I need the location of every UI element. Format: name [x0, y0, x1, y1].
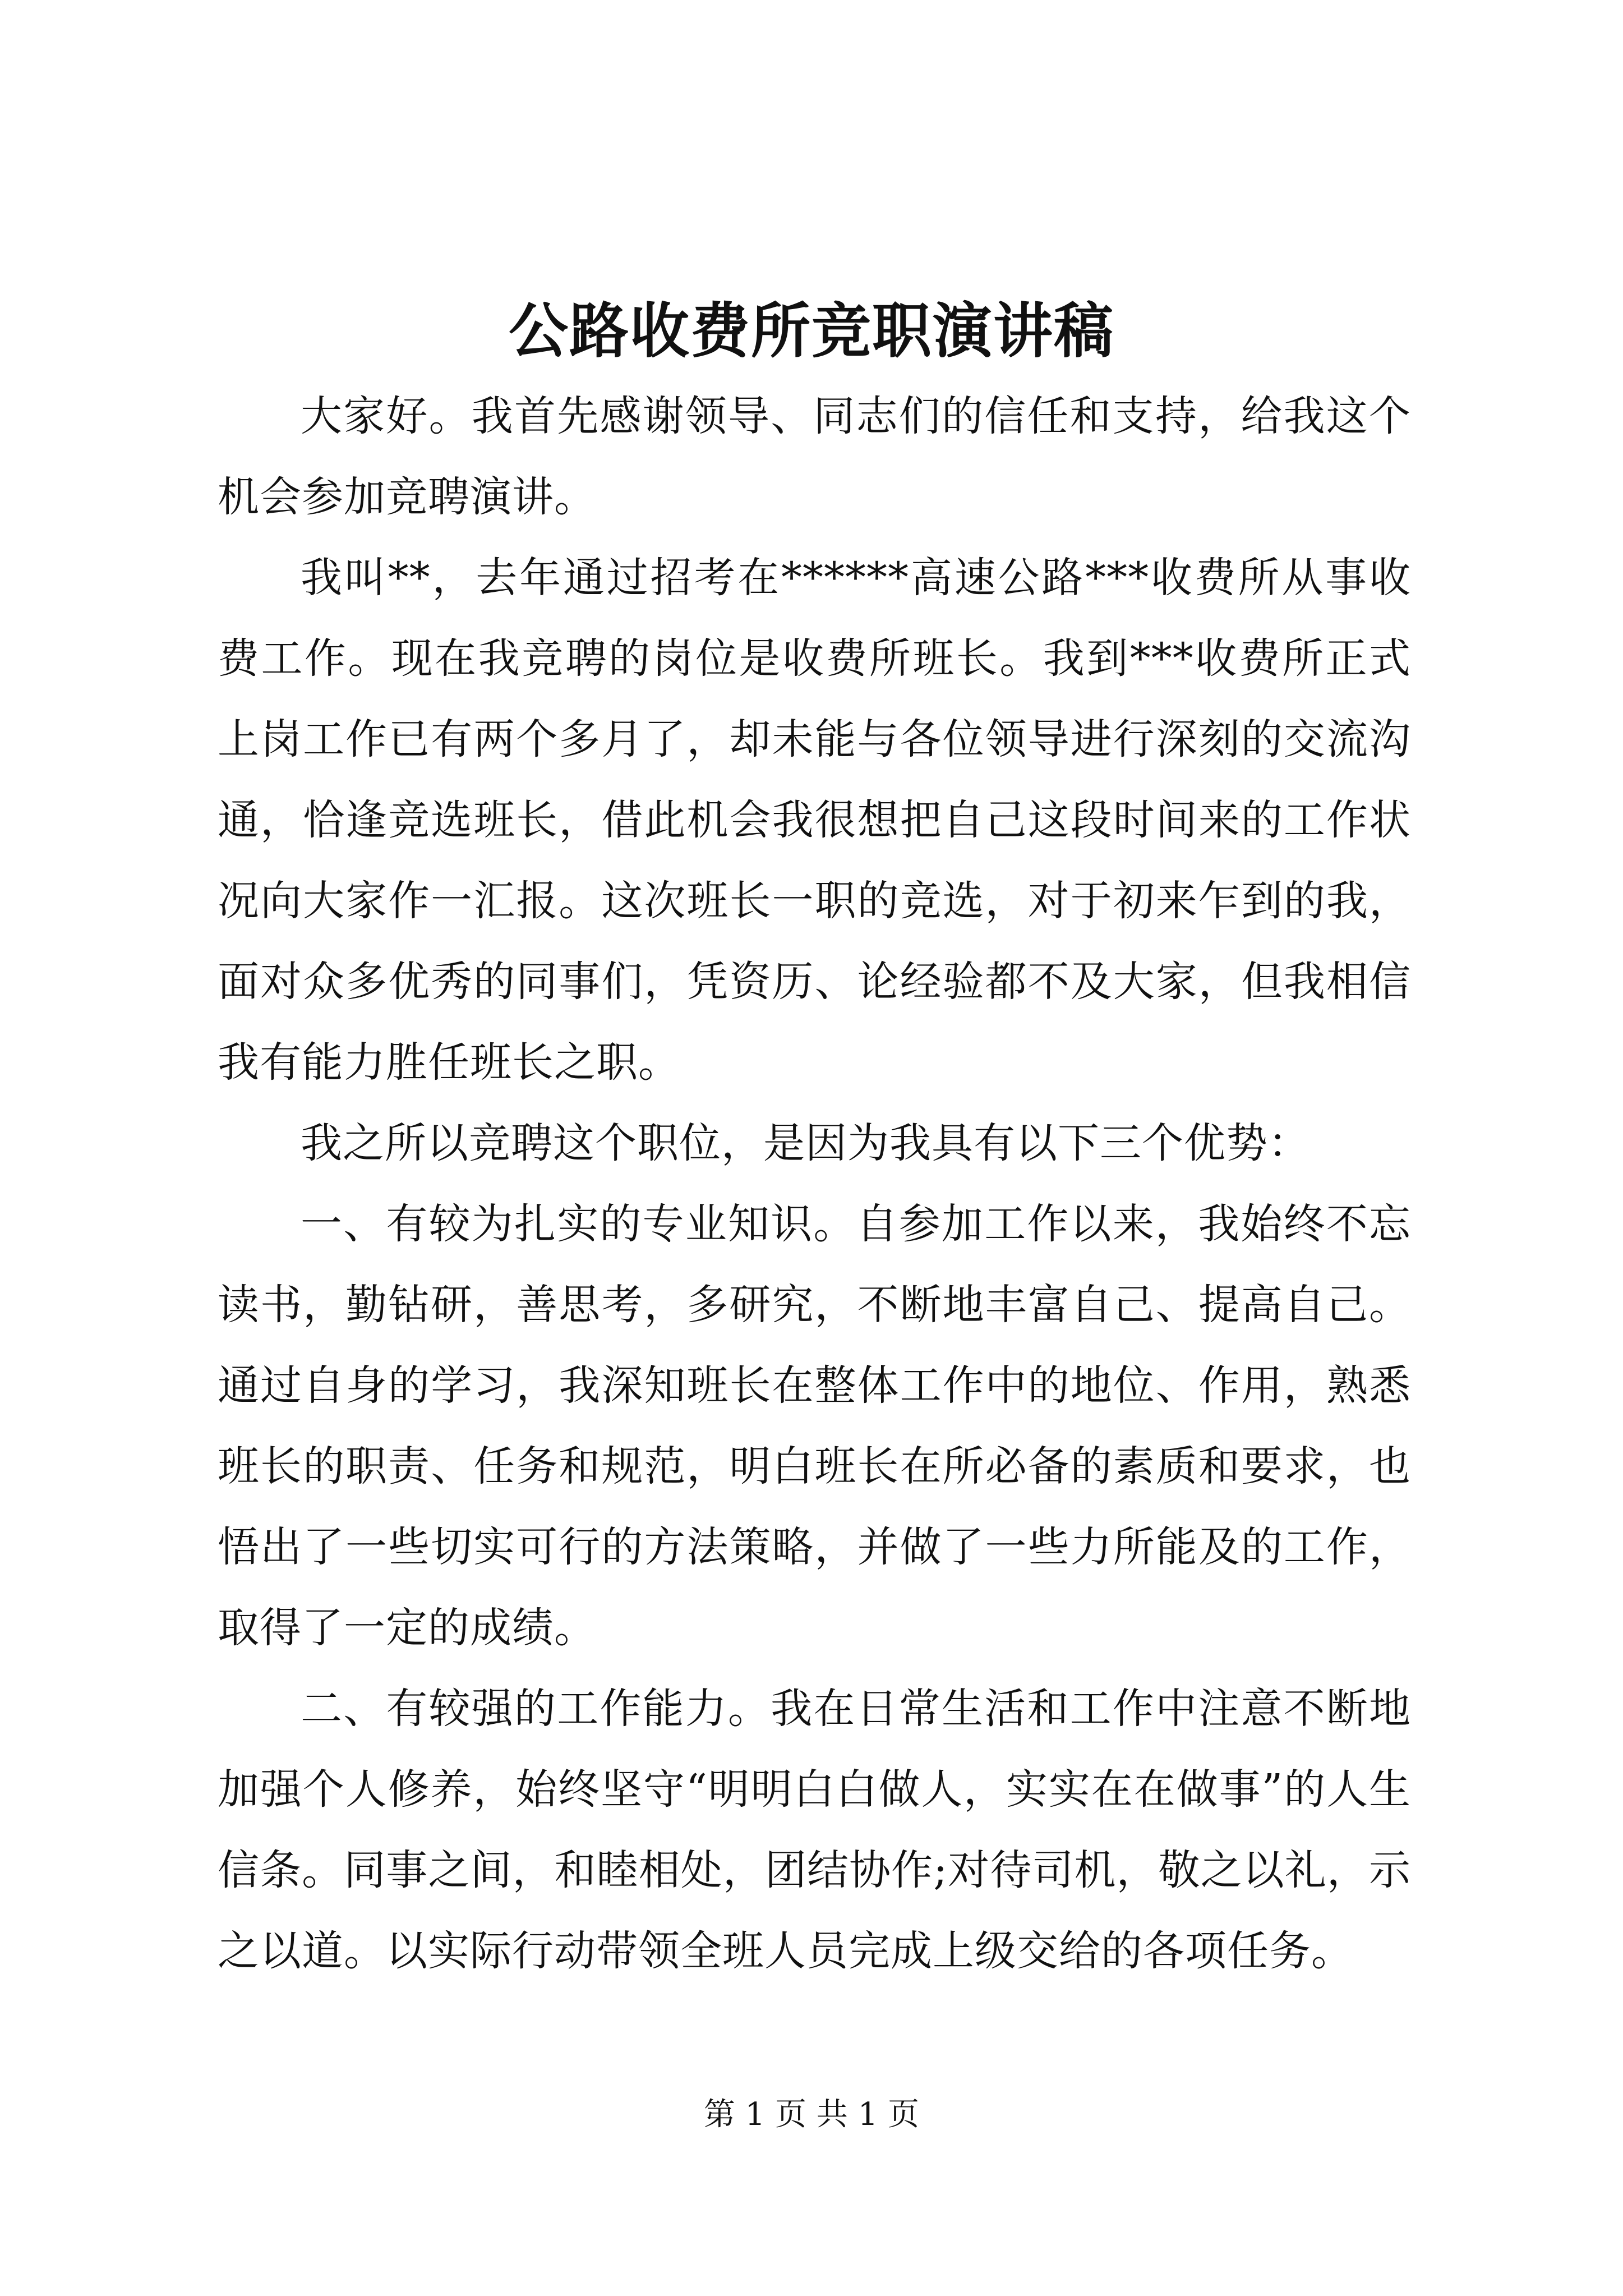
paragraph-advantage-one: 一、有较为扎实的专业知识。自参加工作以来，我始终不忘读书，勤钻研，善思考，多研究，不断地丰富自己、提高自己。通过自身的学习，我深知班长在整体工作中的地位、作用，熟悉班长的职责、任务和规范，明白班长在所必备的素质和要求，也悟出了一些切实可行的方法策略，并做了一些力所能及的工作，取得了一定的成绩。	[218, 1200, 1411, 1652]
paragraph-advantage-two: 二、有较强的工作能力。我在日常生活和工作中注意不断地加强个人修养，始终坚守“明明白白做人，实实在在做事”的人生信条。同事之间，和睦相处，团结协作;对待司机，敬之以礼，示之以道。以实际行动带领全班人员完成上级交给的各项任务。	[218, 1685, 1411, 1975]
page-footer: 第 1 页 共 1 页	[703, 2096, 920, 2133]
paragraph-advantages-intro: 我之所以竞聘这个职位，是因为我具有以下三个优势：	[301, 1119, 1310, 1167]
document-title: 公路收费所竞职演讲稿	[509, 296, 1114, 366]
paragraph-greeting: 大家好。我首先感谢领导、同志们的信任和支持，给我这个机会参加竞聘演讲。	[218, 392, 1411, 521]
document-body	[218, 376, 1411, 1991]
paragraph-introduction: 我叫**，去年通过招考在******高速公路***收费所从事收费工作。现在我竞聘的岗位是收费所班长。我到***收费所正式上岗工作已有两个多月了，却未能与各位领导进行深刻的交流沟通，恰逢竞选班长，借此机会我很想把自己这段时间来的工作状况向大家作一汇报。这次班长一职的竞选，对于初来乍到的我，面对众多优秀的同事们，凭资历、论经验都不及大家，但我相信我有能力胜任班长之职。	[218, 554, 1411, 1087]
